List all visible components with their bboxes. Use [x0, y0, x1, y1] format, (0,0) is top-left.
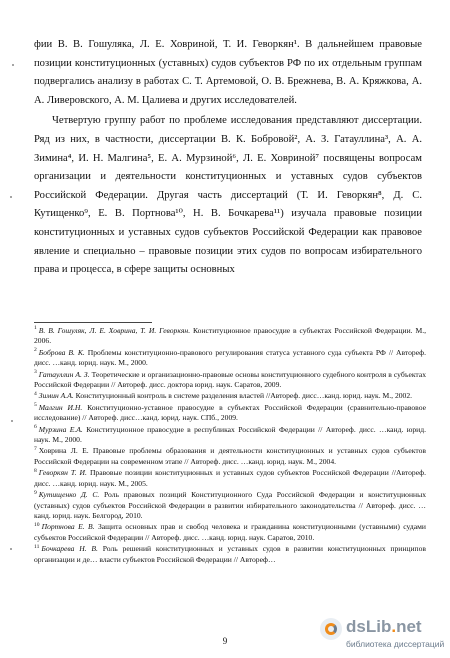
paragraph-1: фии В. В. Гошуляка, Л. Е. Ховриной, Т. И. Геворкян¹. В дальнейшем правовые позиции конституционных (уставных) судов субъектов РФ по их отдельным группам подвергались анализу в работах С. Т. Артемовой, О. В. Брежнева, В. А. Кряжкова, А. А. Ливеровского, А. М. Цалиева и других исследователей. — [34, 39, 422, 106]
footnote-text: Ховрина Л. Е. Правовые проблемы образования и деятельности конституционных и уставных судов субъектов Российской Федерации на современном этапе // Автореф. дисс. …канд. юрид. наук. М., 2004. — [34, 446, 426, 466]
footnote-number: 10 — [34, 521, 40, 528]
scan-speck — [11, 420, 13, 422]
footnote-text: Конституционно-уставное правосудие в субъектах Российской Федерации (сравнительно-правовое исследование) // Автореф. дисс…канд. юрид. наук. СПб., 2009. — [34, 402, 426, 423]
footnotes — [34, 326, 426, 566]
footnote — [34, 490, 426, 521]
footnote-number: 7 — [34, 445, 37, 452]
footnote — [34, 403, 426, 424]
watermark-site: dsLib.net — [346, 617, 422, 636]
dslib-logo-icon — [320, 618, 342, 640]
footnote-author: Кутищенко Д. С. — [38, 490, 100, 500]
scan-speck — [12, 64, 14, 66]
footnote-number: 8 — [34, 467, 37, 474]
footnote-text: Конституционное правосудие в субъектах Российской Федерации. М., 2006. — [34, 326, 426, 346]
footnote-author: Геворкян Т. И. — [38, 468, 87, 478]
footnote-author: Бочкарева Н. В. — [41, 544, 98, 554]
paragraph-2: Четвертую группу работ по проблеме исследования представляют диссертации. Ряд из них, в частности, диссертации В. К. Бобровой², А. З. Гатауллина³, А. А. Зимина⁴, И. Н. Малгина⁵, Е. А. Мурзиной⁶, Л. Е. Ховриной⁷ посвящены вопросам организации и деятельности конституционных и уставных судов субъектов Российской Федерации. Другая часть диссертаций (Т. И. Геворкян⁸, Д. С. Кутищенко⁹, Е. В. Портнова¹⁰, Н. В. Бочкарева¹¹) изучала правовые позиции конституционных и уставных судов субъектов Российской Федерации как правовое явление и специально – правовые позиции этих судов по вопросам избирательного права и процесса, в сфере защиты основных — [34, 115, 422, 276]
footnote-number: 4 — [34, 390, 37, 397]
footnote — [34, 425, 426, 446]
footnote — [34, 391, 426, 401]
footnote-text: Проблемы конституционно-правового регулирования статуса уставного суда субъекта РФ // Автореф. дисс. …канд. юрид. наук. М., 2000. — [34, 347, 426, 368]
footnote — [34, 446, 426, 467]
footnote-author: Боброва В. К. — [38, 347, 85, 357]
footnote — [34, 522, 426, 543]
footnote-divider — [34, 322, 152, 323]
footnote-number: 3 — [34, 369, 37, 376]
footnote-author: В. В. Гошуляк, Л. Е. Ховрина, Т. И. Геворкян. — [38, 326, 191, 335]
footnote-author: Малгин И.Н. — [38, 402, 83, 412]
footnote — [34, 370, 426, 391]
footnote-number: 2 — [34, 347, 37, 354]
footnote-number: 1 — [34, 325, 37, 332]
watermark[interactable] — [318, 616, 448, 654]
scan-speck — [10, 548, 12, 550]
footnote — [34, 468, 426, 489]
footnote-text: Защита основных прав и свобод человека и гражданина конституционными (уставными) судами субъектов Российской Федерации // Автореф. дисс. …канд. юрид. наук. Саратов, 2010. — [34, 522, 426, 542]
scan-speck — [10, 196, 12, 198]
footnote-number: 6 — [34, 424, 37, 431]
footnote-text: Конституционное правосудие в республиках Российской Федерации // Автореф. дисс. …канд. юрид. наук. М., 2000. — [34, 424, 426, 445]
footnote-text: Теоретические и организационно-правовые основы конституционного судебного контроля в субъектах Российской Федерации // Автореф. дисс. доктора юрид. наук. Саратов, 2009. — [34, 369, 426, 390]
footnote-number: 11 — [34, 543, 40, 550]
page-number: 9 — [222, 636, 228, 646]
footnote-text: Роль правовых позиций Конституционного Суда Российской Федерации и конституционных (уставных) судов субъектов Российской Федерации в развитии избирательного законодательства // Автореф. дисс. …канд. юрид. наук. Белгород, 2010. — [34, 490, 426, 520]
footnote-author: Портнова Е. В. — [41, 522, 95, 532]
footnote — [34, 544, 426, 565]
footnote-number: 9 — [34, 489, 37, 496]
footnote-text: Конституционный контроль в системе разделения властей //Автореф. дисс…канд. юрид. наук. М., 2002. — [75, 391, 413, 401]
footnote-author: Зимин А.А. — [38, 391, 74, 401]
footnote — [34, 348, 426, 369]
footnote-text: Правовые позиции конституционных и уставных судов субъектов Российской Федерации //Автореф. дисс. …канд. юрид. наук. М., 2005. — [34, 468, 426, 488]
footnote-text: Роль решений конституционных и уставных судов в развитии конституционных принципов организации и де… власти субъектов Российской Федерации // Автореф… — [34, 544, 426, 564]
footnote-number: 5 — [34, 402, 37, 409]
footnote-author: Мурзина Е.А. — [38, 424, 83, 434]
watermark-tagline: библиотека диссертаций — [346, 639, 445, 649]
footnote-author: Гатауллин А. З. — [38, 369, 90, 379]
footnote — [34, 326, 426, 347]
main-text — [34, 36, 422, 280]
